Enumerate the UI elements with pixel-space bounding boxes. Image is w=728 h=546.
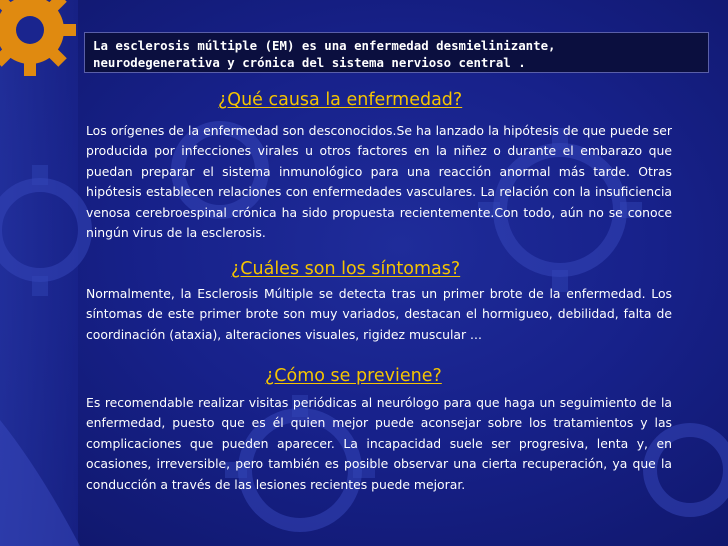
- heading-prevention: ¿Cómo se previene?: [265, 366, 442, 386]
- title-box: [84, 32, 709, 73]
- title-line-1: La esclerosis múltiple (EM) es una enfermedad desmielinizante,: [93, 38, 556, 53]
- heading-causes: ¿Qué causa la enfermedad?: [218, 90, 463, 110]
- heading-symptoms: ¿Cuáles son los síntomas?: [231, 259, 461, 279]
- paragraph-prevention: Es recomendable realizar visitas periódicas al neurólogo para que haga un seguimiento de la enfermedad, puesto que es él quien mejor puede aconsejar sobre los tratamientos y las complicaciones que pueden aparecer. La incapacidad suele ser progresiva, lenta y, en ocasiones, irreversible, pero también es posible observar una cierta recuperación, ya que la conducción a través de las lesiones recientes puede mejorar.: [86, 395, 672, 492]
- paragraph-symptoms: Normalmente, la Esclerosis Múltiple se detecta tras un primer brote de la enfermedad. Los síntomas de este primer brote son muy variados, destacan el hormigueo, debilidad, falta de coordinación (ataxia), alteraciones visuales, rigidez muscular ...: [86, 286, 672, 342]
- paragraph-causes: Los orígenes de la enfermedad son desconocidos.Se ha lanzado la hipótesis de que puede ser producida por infecciones virales u otros factores en la niñez o durante el embarazo que puedan preparar el sistema inmunológico para una reacción anormal más tarde. Otras hipótesis establecen relaciones con enfermedades vasculares. La relación con la insuficiencia venosa cerebroespinal crónica ha sido propuesta recientemente.Con todo, aún no se conoce ningún virus de la esclerosis.: [86, 123, 672, 241]
- title-line-2: neurodegenerativa y crónica del sistema nervioso central .: [93, 55, 526, 70]
